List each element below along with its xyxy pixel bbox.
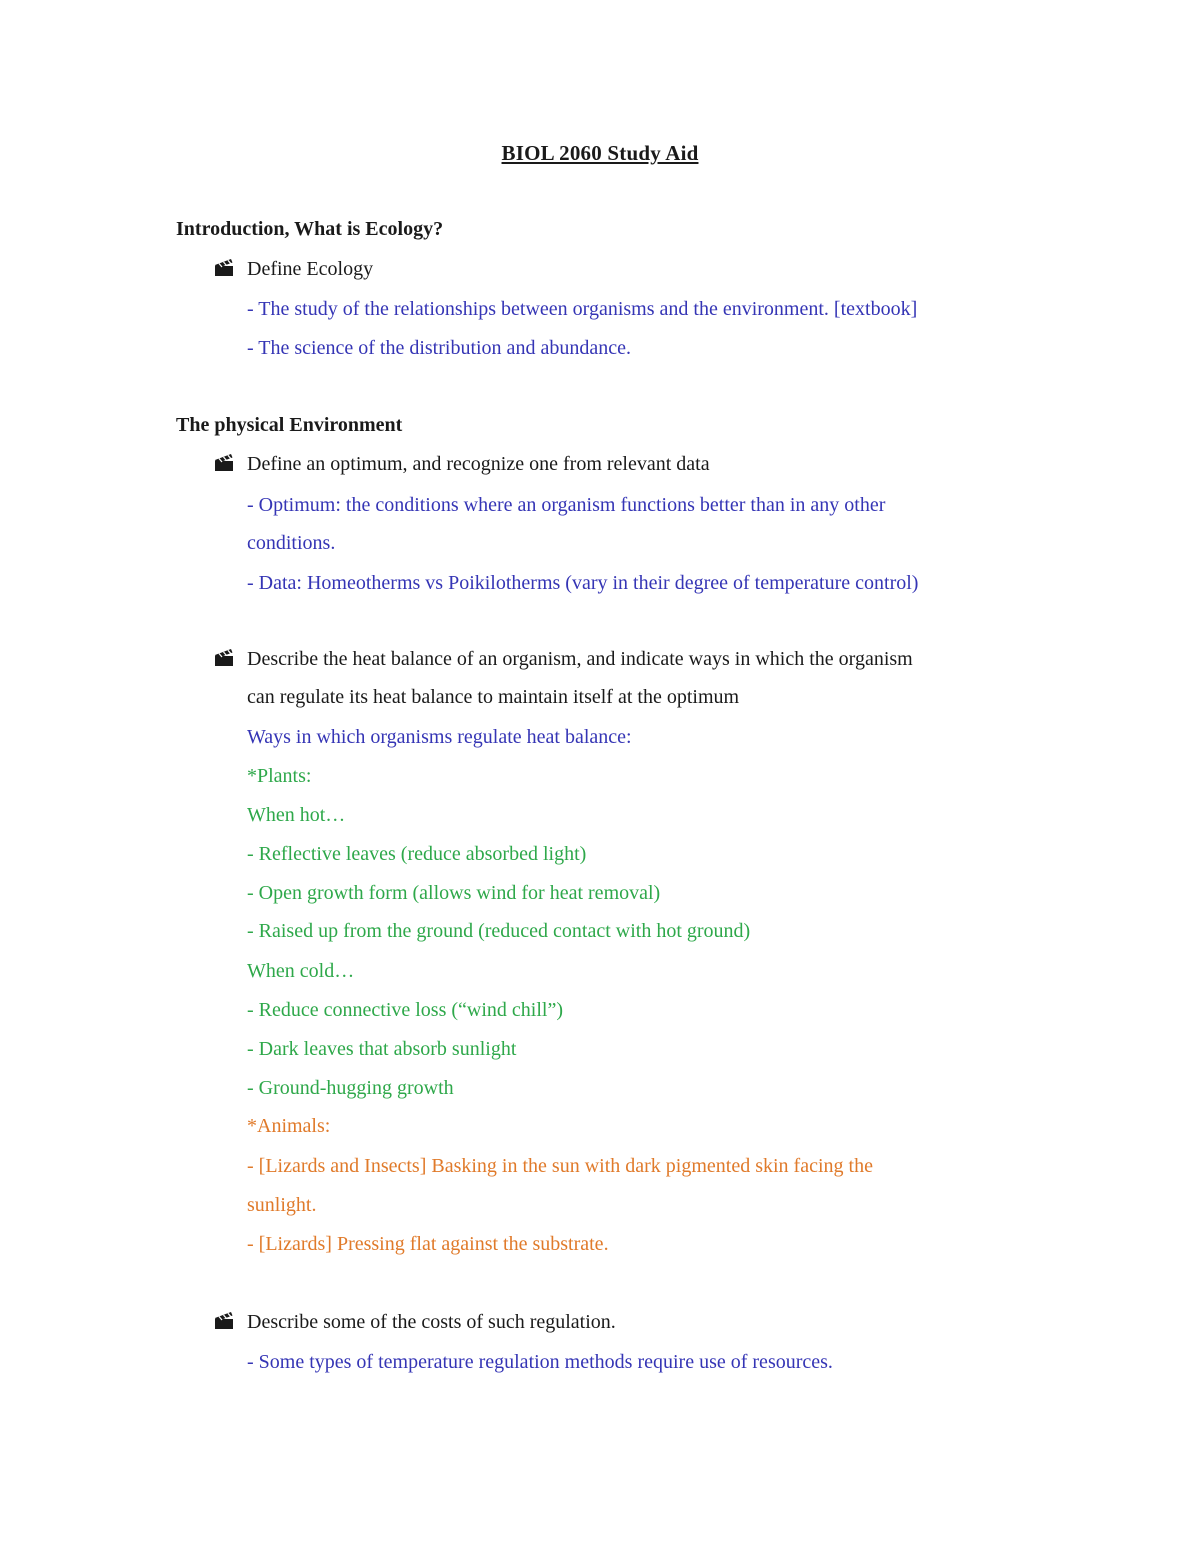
answer-line: - The study of the relationships between organisms and the environment. [textbook] [247, 298, 918, 320]
plants-line: - Reduce connective loss (“wind chill”) [247, 999, 563, 1021]
answer-line: Ways in which organisms regulate heat balance: [247, 726, 632, 748]
plants-heading: *Plants: [247, 765, 312, 787]
prompt-heat-balance-cont: can regulate its heat balance to maintain itself at the optimum [247, 686, 740, 708]
answer-line: - The science of the distribution and abundance. [247, 337, 631, 359]
animals-heading: *Animals: [247, 1115, 331, 1137]
animals-line: - [Lizards and Insects] Basking in the sun with dark pigmented skin facing the [247, 1155, 873, 1177]
answer-line: - Data: Homeotherms vs Poikilotherms (vary in their degree of temperature control) [247, 572, 919, 594]
plants-subheading-cold: When cold… [247, 960, 355, 982]
section-heading-physical-environment: The physical Environment [176, 414, 403, 436]
prompt-define-optimum: Define an optimum, and recognize one from relevant data [247, 453, 710, 475]
plants-line: - Reflective leaves (reduce absorbed light) [247, 843, 587, 865]
prompt-heat-balance: Describe the heat balance of an organism, and indicate ways in which the organism [247, 648, 913, 670]
clapperboard-icon [213, 258, 235, 278]
answer-line: - Some types of temperature regulation methods require use of resources. [247, 1351, 833, 1373]
plants-line: - Dark leaves that absorb sunlight [247, 1038, 517, 1060]
prompt-define-ecology: Define Ecology [247, 258, 374, 280]
answer-line: conditions. [247, 532, 336, 554]
section-heading-introduction: Introduction, What is Ecology? [176, 218, 444, 240]
prompt-costs-of-regulation: Describe some of the costs of such regulation. [247, 1311, 616, 1333]
plants-line: - Open growth form (allows wind for heat removal) [247, 882, 661, 904]
document-title: BIOL 2060 Study Aid [501, 141, 699, 165]
plants-line: - Raised up from the ground (reduced contact with hot ground) [247, 920, 751, 942]
animals-line: sunlight. [247, 1194, 317, 1216]
plants-subheading-hot: When hot… [247, 804, 346, 826]
animals-line: - [Lizards] Pressing flat against the substrate. [247, 1233, 609, 1255]
clapperboard-icon [213, 1311, 235, 1331]
clapperboard-icon [213, 648, 235, 668]
plants-line: - Ground-hugging growth [247, 1077, 454, 1099]
clapperboard-icon [213, 453, 235, 473]
answer-line: - Optimum: the conditions where an organism functions better than in any other [247, 494, 886, 516]
